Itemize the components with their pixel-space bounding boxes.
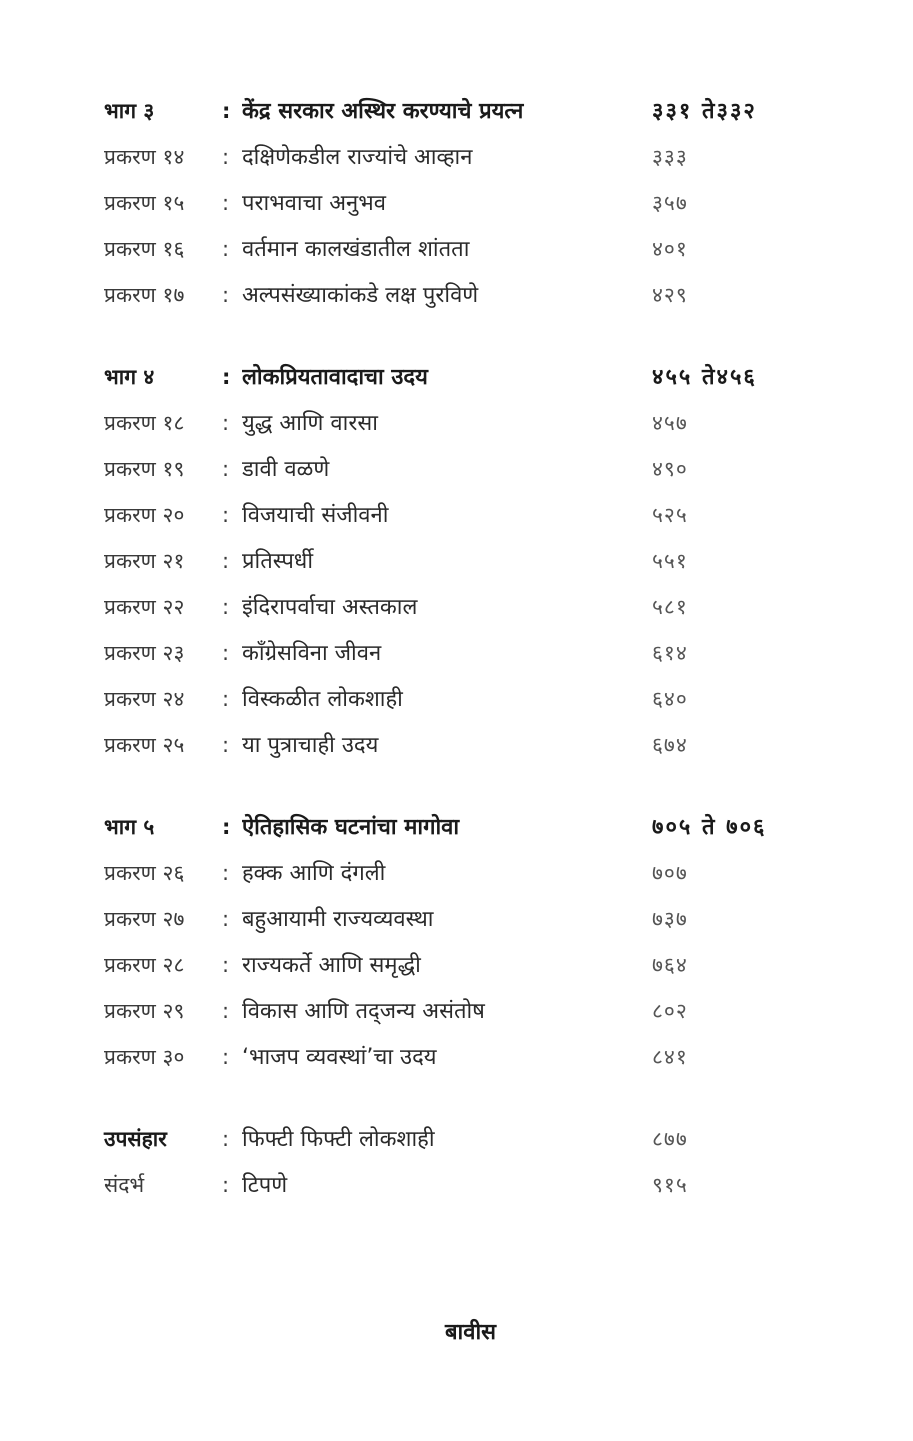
separator: :: [222, 1045, 230, 1069]
chapter-row: [104, 180, 824, 226]
separator: :: [222, 99, 231, 123]
chapter-page: ४२९: [652, 283, 688, 307]
chapter-title: विकास आणि तद्जन्य असंतोष: [242, 999, 485, 1024]
chapter-row: [104, 400, 824, 446]
chapter-row: [104, 134, 824, 180]
chapter-row: [104, 226, 824, 272]
separator: :: [222, 687, 230, 711]
chapter-title: दक्षिणेकडील राज्यांचे आव्हान: [242, 145, 473, 170]
chapter-label: प्रकरण २२: [104, 595, 185, 619]
chapter-label: प्रकरण २१: [104, 549, 185, 573]
chapter-row: [104, 584, 824, 630]
separator: :: [222, 861, 230, 885]
chapter-page: ३३३: [652, 145, 688, 169]
chapter-page: ५५१: [652, 549, 688, 573]
separator: :: [222, 411, 230, 435]
chapter-row: [104, 272, 824, 318]
chapter-row: [104, 538, 824, 584]
epilogue-page: ८७७: [652, 1127, 688, 1151]
table-of-contents: [104, 88, 824, 1244]
chapter-page: ७०७: [652, 861, 688, 885]
chapter-title: विजयाची संजीवनी: [242, 503, 389, 528]
part-pages: ७०५ ते ७०६: [652, 815, 767, 840]
chapter-title: या पुत्राचाही उदय: [242, 733, 379, 758]
chapter-label: प्रकरण १९: [104, 457, 185, 481]
separator: :: [222, 457, 230, 481]
part-label: भाग ३: [104, 99, 155, 123]
separator: :: [222, 641, 230, 665]
chapter-label: प्रकरण १७: [104, 283, 185, 307]
part-label: भाग ४: [104, 365, 155, 389]
part-title: ऐतिहासिक घटनांचा मागोवा: [242, 815, 460, 840]
chapter-row: [104, 896, 824, 942]
chapter-label: प्रकरण १४: [104, 145, 185, 169]
references-label: संदर्भ: [104, 1173, 145, 1197]
chapter-title: विस्कळीत लोकशाही: [242, 687, 403, 712]
part-label: भाग ५: [104, 815, 155, 839]
chapter-label: प्रकरण ३०: [104, 1045, 185, 1069]
separator: :: [222, 237, 230, 261]
chapter-label: प्रकरण १६: [104, 237, 185, 261]
page-number: बावीस: [444, 1320, 497, 1345]
chapter-title: बहुआयामी राज्यव्यवस्था: [242, 907, 434, 932]
separator: :: [222, 1173, 230, 1197]
chapter-page: ६४०: [652, 687, 688, 711]
chapter-title: पराभवाचा अनुभव: [242, 191, 386, 216]
separator: :: [222, 733, 230, 757]
separator: :: [222, 1127, 230, 1151]
separator: :: [222, 283, 230, 307]
chapter-page: ५८१: [652, 595, 688, 619]
chapter-row: [104, 942, 824, 988]
chapter-title: युद्ध आणि वारसा: [242, 411, 378, 436]
chapter-title: इंदिरापर्वाचा अस्तकाल: [242, 595, 418, 620]
separator: :: [222, 907, 230, 931]
part-heading: [104, 88, 824, 134]
part-title: लोकप्रियतावादाचा उदय: [242, 365, 428, 390]
chapter-page: ४५७: [652, 411, 688, 435]
part-4-section: [104, 354, 824, 768]
chapter-title: प्रतिस्पर्धी: [242, 549, 314, 574]
chapter-page: ३५७: [652, 191, 688, 215]
epilogue-label: उपसंहार: [104, 1127, 167, 1151]
chapter-label: प्रकरण २८: [104, 953, 185, 977]
chapter-title: डावी वळणे: [242, 457, 330, 482]
chapter-title: ‘भाजप व्यवस्थां’चा उदय: [242, 1045, 437, 1070]
chapter-label: प्रकरण २७: [104, 907, 185, 931]
separator: :: [222, 549, 230, 573]
separator: :: [222, 595, 230, 619]
chapter-title: वर्तमान कालखंडातील शांतता: [242, 237, 470, 262]
part-3-section: [104, 88, 824, 318]
part-pages: ४५५ ते४५६: [652, 365, 757, 390]
chapter-page: ४९०: [652, 457, 688, 481]
chapter-title: राज्यकर्ते आणि समृद्धी: [242, 953, 421, 978]
chapter-row: [104, 630, 824, 676]
chapter-page: ६७४: [652, 733, 688, 757]
chapter-page: ६१४: [652, 641, 688, 665]
chapter-label: प्रकरण २३: [104, 641, 185, 665]
chapter-row: [104, 850, 824, 896]
chapter-label: प्रकरण १८: [104, 411, 185, 435]
chapter-title: काँग्रेसविना जीवन: [242, 641, 382, 666]
chapter-row: [104, 722, 824, 768]
separator: :: [222, 365, 231, 389]
chapter-row: [104, 988, 824, 1034]
part-heading: [104, 354, 824, 400]
chapter-label: प्रकरण २५: [104, 733, 185, 757]
separator: :: [222, 503, 230, 527]
part-5-section: [104, 804, 824, 1080]
part-pages: ३३१ ते३३२: [652, 99, 757, 124]
chapter-title: अल्पसंख्याकांकडे लक्ष पुरविणे: [242, 283, 479, 308]
chapter-page: ७६४: [652, 953, 688, 977]
chapter-title: हक्क आणि दंगली: [242, 861, 386, 886]
chapter-row: [104, 446, 824, 492]
references-title: टिपणे: [242, 1173, 288, 1198]
chapter-row: [104, 676, 824, 722]
chapter-page: ८०२: [652, 999, 688, 1023]
chapter-label: प्रकरण १५: [104, 191, 185, 215]
separator: :: [222, 191, 230, 215]
part-title: केंद्र सरकार अस्थिर करण्याचे प्रयत्न: [242, 99, 524, 124]
page-footer: [0, 1316, 913, 1346]
chapter-label: प्रकरण २६: [104, 861, 185, 885]
chapter-page: ७३७: [652, 907, 688, 931]
chapter-label: प्रकरण २९: [104, 999, 185, 1023]
separator: :: [222, 145, 230, 169]
chapter-label: प्रकरण २४: [104, 687, 185, 711]
separator: :: [222, 815, 231, 839]
separator: :: [222, 999, 230, 1023]
chapter-page: ५२५: [652, 503, 688, 527]
chapter-row: [104, 1034, 824, 1080]
epilogue-row: [104, 1116, 824, 1162]
separator: :: [222, 953, 230, 977]
epilogue-title: फिफ्टी फिफ्टी लोकशाही: [242, 1127, 435, 1152]
chapter-label: प्रकरण २०: [104, 503, 185, 527]
references-row: [104, 1162, 824, 1208]
references-page: ९१५: [652, 1173, 688, 1197]
chapter-row: [104, 492, 824, 538]
part-heading: [104, 804, 824, 850]
chapter-page: ४०१: [652, 237, 688, 261]
back-matter-section: [104, 1116, 824, 1208]
chapter-page: ८४१: [652, 1045, 688, 1069]
